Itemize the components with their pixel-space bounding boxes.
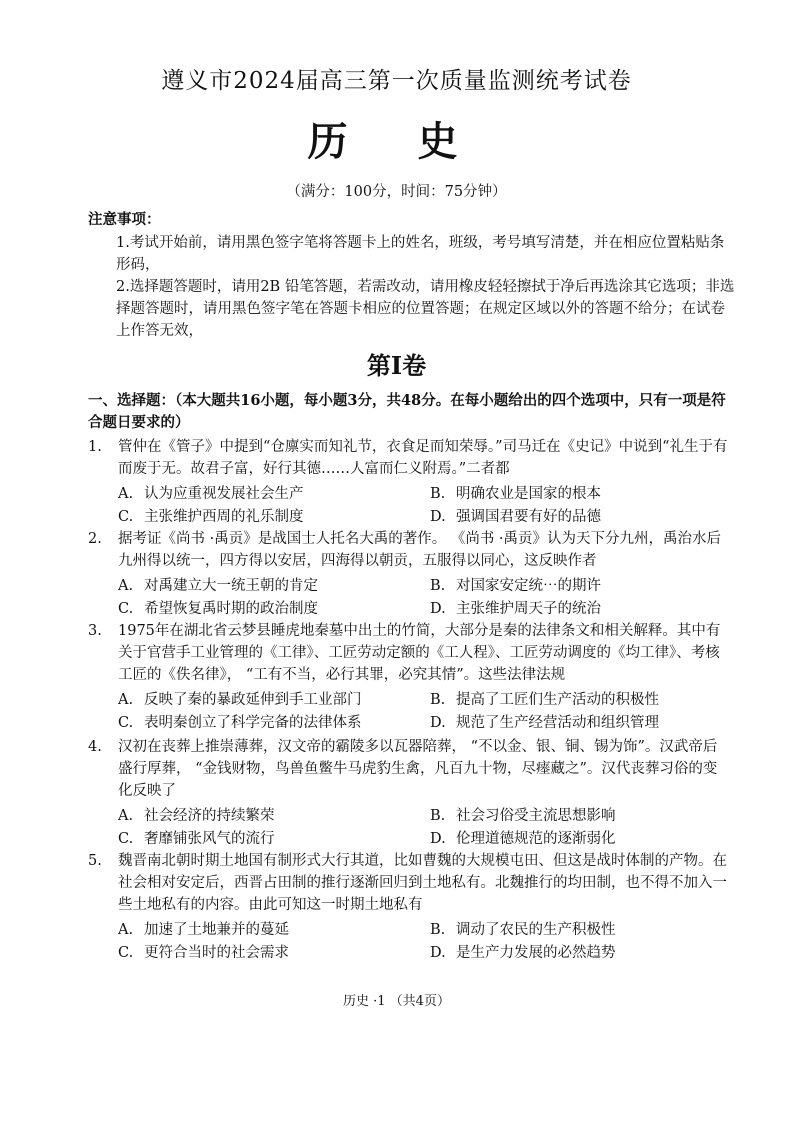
option-text: 主张维护周天子的统治 [456, 601, 601, 617]
question-5 [88, 850, 728, 916]
option-c [118, 597, 318, 618]
option-d [430, 597, 601, 618]
option-letter: D. [430, 509, 446, 525]
question-number: 2. [88, 531, 102, 547]
option-b [430, 688, 659, 709]
option-text: 社会经济的持续繁荣 [144, 808, 275, 824]
option-c [118, 827, 275, 848]
option-text: 对禹建立大一统王朝的肯定 [144, 578, 318, 594]
option-d [430, 941, 616, 962]
question-3 [88, 620, 728, 686]
option-letter: D. [430, 945, 446, 961]
option-letter: A. [118, 922, 134, 938]
option-text: 提高了工匠们生产活动的积极性 [456, 692, 659, 708]
question-number: 5. [88, 853, 102, 869]
option-text: 调动了农民的生产积极性 [456, 922, 616, 938]
option-b [430, 918, 616, 939]
option-text: 强调国君要有好的品德 [456, 509, 601, 525]
option-text: 规范了生产经营活动和组织管理 [456, 715, 659, 731]
option-a [118, 804, 275, 825]
option-c [118, 505, 304, 526]
option-letter: B. [430, 922, 446, 938]
option-text: 希望恢复禹时期的政治制度 [144, 601, 318, 617]
exam-title: 遵义市2024届高三第一次质量监测统考试卷 [161, 68, 632, 94]
page-footer: 历史 ·1 （共4页） [343, 994, 450, 1009]
option-letter: C. [118, 831, 134, 847]
exam-info: （满分：100分，时间：75分钟） [286, 184, 507, 200]
notice-heading: 注意事项： [88, 211, 161, 228]
option-text: 加速了土地兼并的蔓延 [144, 922, 289, 938]
option-text: 反映了秦的暴政延伸到手工业部门 [144, 692, 362, 708]
option-d [430, 505, 601, 526]
question-stem: 魏晋南北朝时期土地国有制形式大行其道，比如曹魏的大规模屯田、但这是战时体制的产物。在社会相对安定后，西晋占田制的推行逐渐回归到土地私有。北魏推行的均田制，也不得不加入一些土地私有的内容。由此可知这一时期土地私有 [118, 853, 727, 913]
option-c [118, 941, 289, 962]
question-number: 4. [88, 739, 102, 755]
question-number: 3. [88, 623, 102, 639]
option-letter: B. [430, 486, 446, 502]
subject-title: 历 史 [307, 118, 486, 165]
option-a [118, 574, 318, 595]
option-d [430, 711, 659, 732]
option-letter: C. [118, 601, 134, 617]
option-text: 表明秦创立了科学完备的法律体系 [144, 715, 362, 731]
option-b [430, 804, 616, 825]
option-letter: D. [430, 601, 446, 617]
option-letter: C. [118, 509, 134, 525]
option-b [430, 574, 601, 595]
option-text: 奢靡铺张风气的流行 [144, 831, 275, 847]
question-4 [88, 736, 728, 802]
notice-item-text: 1.考试开始前，请用黑色签字笔将答题卡上的姓名，班级，考号填写清楚，并在相应位置粘贴条形码， [116, 235, 725, 273]
option-a [118, 918, 289, 939]
notice-item [116, 232, 736, 276]
option-text: 主张维护西周的礼乐制度 [144, 509, 304, 525]
notice-item [116, 276, 736, 342]
option-letter: D. [430, 715, 446, 731]
question-stem: 汉初在丧葬上推崇薄葬，汉文帝的霸陵多以瓦器陪葬， “不以金、银、铜、锡为饰”。汉武帝后盛行厚葬， “金钱财物，鸟兽鱼鳖牛马虎豹生禽，凡百九十物，尽瘗藏之”。汉代丧葬习俗的变化反映了 [118, 739, 718, 799]
option-text: 是生产力发展的必然趋势 [456, 945, 616, 961]
option-a [118, 688, 362, 709]
option-letter: A. [118, 808, 134, 824]
question-stem: 据考证《尚书 ·禹贡》是战国士人托名大禹的著作。 《尚书 ·禹贡》认为天下分九州，禹治水后九州得以统一，四方得以安居，四海得以朝贡，五服得以同心，这反映作者 [118, 531, 722, 569]
option-d [430, 827, 616, 848]
option-text: 对国家安定统⋯的期许 [456, 578, 601, 594]
option-letter: A. [118, 692, 134, 708]
section-title: 第I卷 [366, 351, 427, 380]
question-number: 1. [88, 439, 102, 455]
option-letter: B. [430, 808, 446, 824]
section-heading: 一、选择题：（本大题共16小题，每小题3分，共48分。在每小题给出的四个选项中，只有一项是符合题日要求的） [88, 392, 726, 431]
notice-item-text: 2.选择题答题时，请用2B 铅笔答题，若需改动，请用橡皮轻轻擦拭于净后再选涂其它选项；非选择题答题时，请用黑色签字笔在答题卡相应的位置答题；在规定区域以外的答题不给分；在试卷上作答无效， [116, 279, 735, 339]
question-1 [88, 436, 728, 480]
question-2 [88, 528, 728, 572]
option-text: 伦理道德规范的逐渐弱化 [456, 831, 616, 847]
option-letter: C. [118, 715, 134, 731]
question-stem: 管仲在《管子》中提到“仓廪实而知礼节，衣食足而知荣辱。”司马迁在《史记》中说到“礼生于有而废于无。故君子富，好行其德……人富而仁义附焉。”二者都 [118, 439, 728, 477]
option-text: 认为应重视发展社会生产 [144, 486, 304, 502]
option-letter: A. [118, 486, 134, 502]
option-letter: C. [118, 945, 134, 961]
option-a [118, 482, 304, 503]
option-text: 社会习俗受主流思想影响 [456, 808, 616, 824]
option-letter: B. [430, 692, 446, 708]
question-stem: 1975年在湖北省云梦县睡虎地秦墓中出土的竹简，大部分是秦的法律条文和相关解释。其中有关于官营手工业管理的《工律》、工匠劳动定额的《工人程》、工匠劳动调度的《均工律》、考核工匠的《佚名律》， “工有不当，必行其罪，必究其情”。这些法律法规 [118, 623, 721, 683]
option-letter: A. [118, 578, 134, 594]
option-c [118, 711, 362, 732]
option-text: 明确农业是国家的根本 [456, 486, 601, 502]
option-letter: D. [430, 831, 446, 847]
option-text: 更符合当时的社会需求 [144, 945, 289, 961]
option-b [430, 482, 601, 503]
option-letter: B. [430, 578, 446, 594]
